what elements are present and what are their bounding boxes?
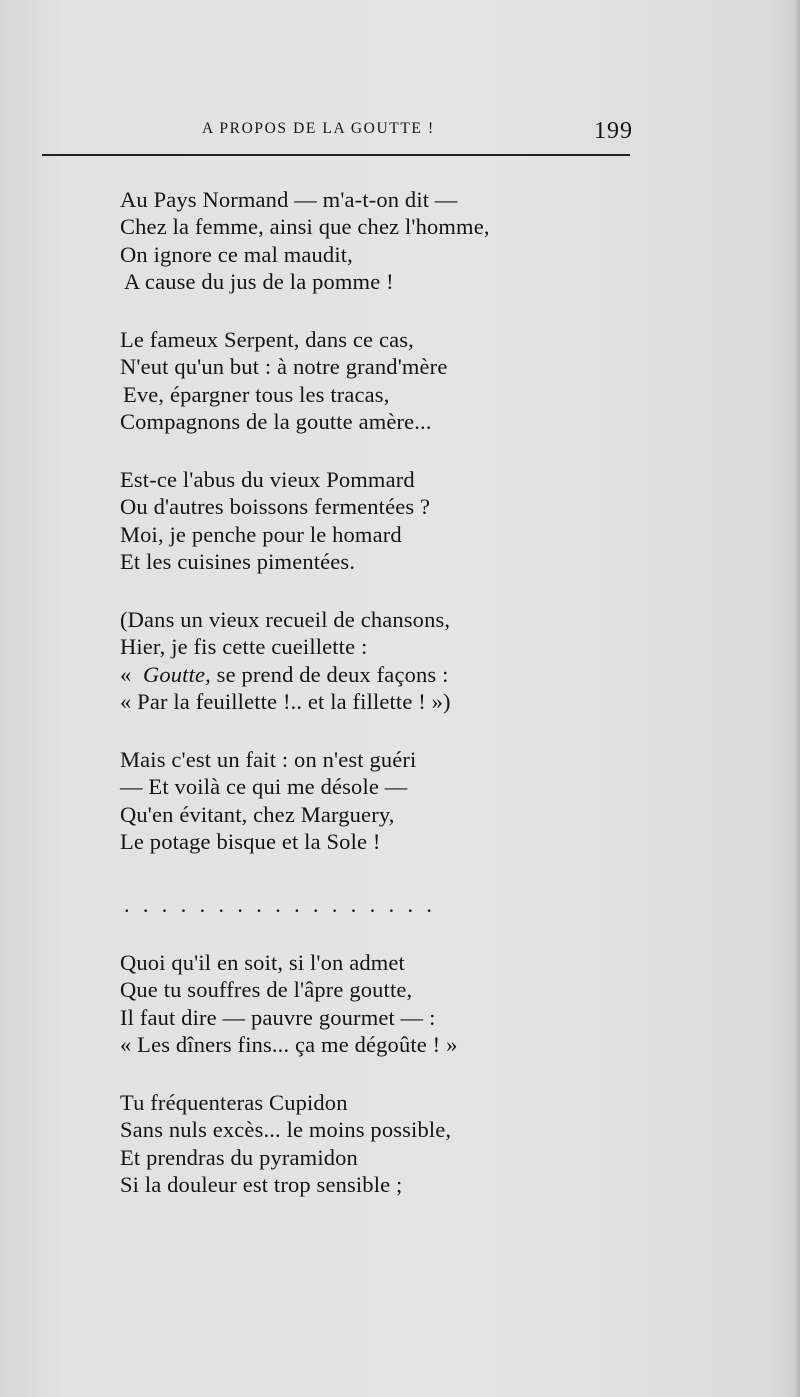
verse-line: Compagnons de la goutte amère... [120, 408, 432, 434]
verse-line: Au Pays Normand — m'a-t-on dit — [120, 187, 458, 212]
stanza-2 [120, 326, 447, 435]
verse-line: Moi, je penche pour le homard [120, 521, 402, 547]
verse-line: N'eut qu'un but : à notre grand'mère [120, 354, 448, 380]
verse-line: Ou d'autres boissons fermentées ? [120, 494, 431, 520]
verse-line: (Dans un vieux recueil de chansons, [120, 607, 451, 632]
verse-line: Et prendras du pyramidon [120, 1144, 358, 1170]
running-title: A PROPOS DE LA GOUTTE ! [202, 120, 435, 137]
verse-line: « Par la feuillette !.. et la fillette ! ») [120, 688, 451, 714]
verse-line: Chez la femme, ainsi que chez l'homme, [120, 214, 490, 240]
verse-line: Mais c'est un fait : on n'est guéri [120, 747, 417, 772]
verse-line: Qu'en évitant, chez Marguery, [120, 801, 395, 827]
verse-line [120, 661, 451, 688]
stanza-6 [120, 949, 457, 1058]
verse-line: Et les cuisines pimentées. [120, 548, 356, 574]
italic-word: Goutte, [142, 661, 211, 687]
stanza-4 [120, 606, 451, 715]
verse-line: Eve, épargner tous les tracas, [123, 381, 390, 407]
verse-line: « Les dîners fins... ça me dégoûte ! » [120, 1031, 458, 1057]
page-number: 199 [594, 118, 633, 144]
header-rule [42, 154, 630, 156]
verse-line-rest: se prend de deux façons : [216, 661, 449, 687]
verse-line: A cause du jus de la pomme ! [124, 268, 394, 294]
verse-line: Le fameux Serpent, dans ce cas, [120, 327, 414, 352]
stanza-7 [120, 1089, 451, 1198]
verse-line: Hier, je fis cette cueillette : [120, 634, 368, 660]
verse-line: — Et voilà ce qui me désole — [120, 774, 408, 800]
stanza-3 [120, 466, 430, 575]
open-quote: « [120, 661, 132, 687]
verse-line: Si la douleur est trop sensible ; [120, 1171, 403, 1197]
verse-line: Il faut dire — pauvre gourmet — : [120, 1004, 436, 1030]
stanza-5 [120, 746, 416, 855]
verse-line: Est-ce l'abus du vieux Pommard [120, 467, 415, 492]
verse-line: Tu fréquenteras Cupidon [120, 1090, 348, 1115]
stanza-1 [120, 186, 490, 295]
page-edge-shadow [794, 0, 800, 1397]
verse-line: Que tu souffres de l'âpre goutte, [120, 977, 413, 1003]
verse-line: On ignore ce mal maudit, [120, 241, 353, 267]
verse-line: Quoi qu'il en soit, si l'on admet [120, 950, 405, 975]
dotted-separator: ................. [124, 892, 446, 917]
verse-line: Sans nuls excès... le moins possible, [120, 1117, 452, 1143]
verse-line: Le potage bisque et la Sole ! [120, 828, 381, 854]
